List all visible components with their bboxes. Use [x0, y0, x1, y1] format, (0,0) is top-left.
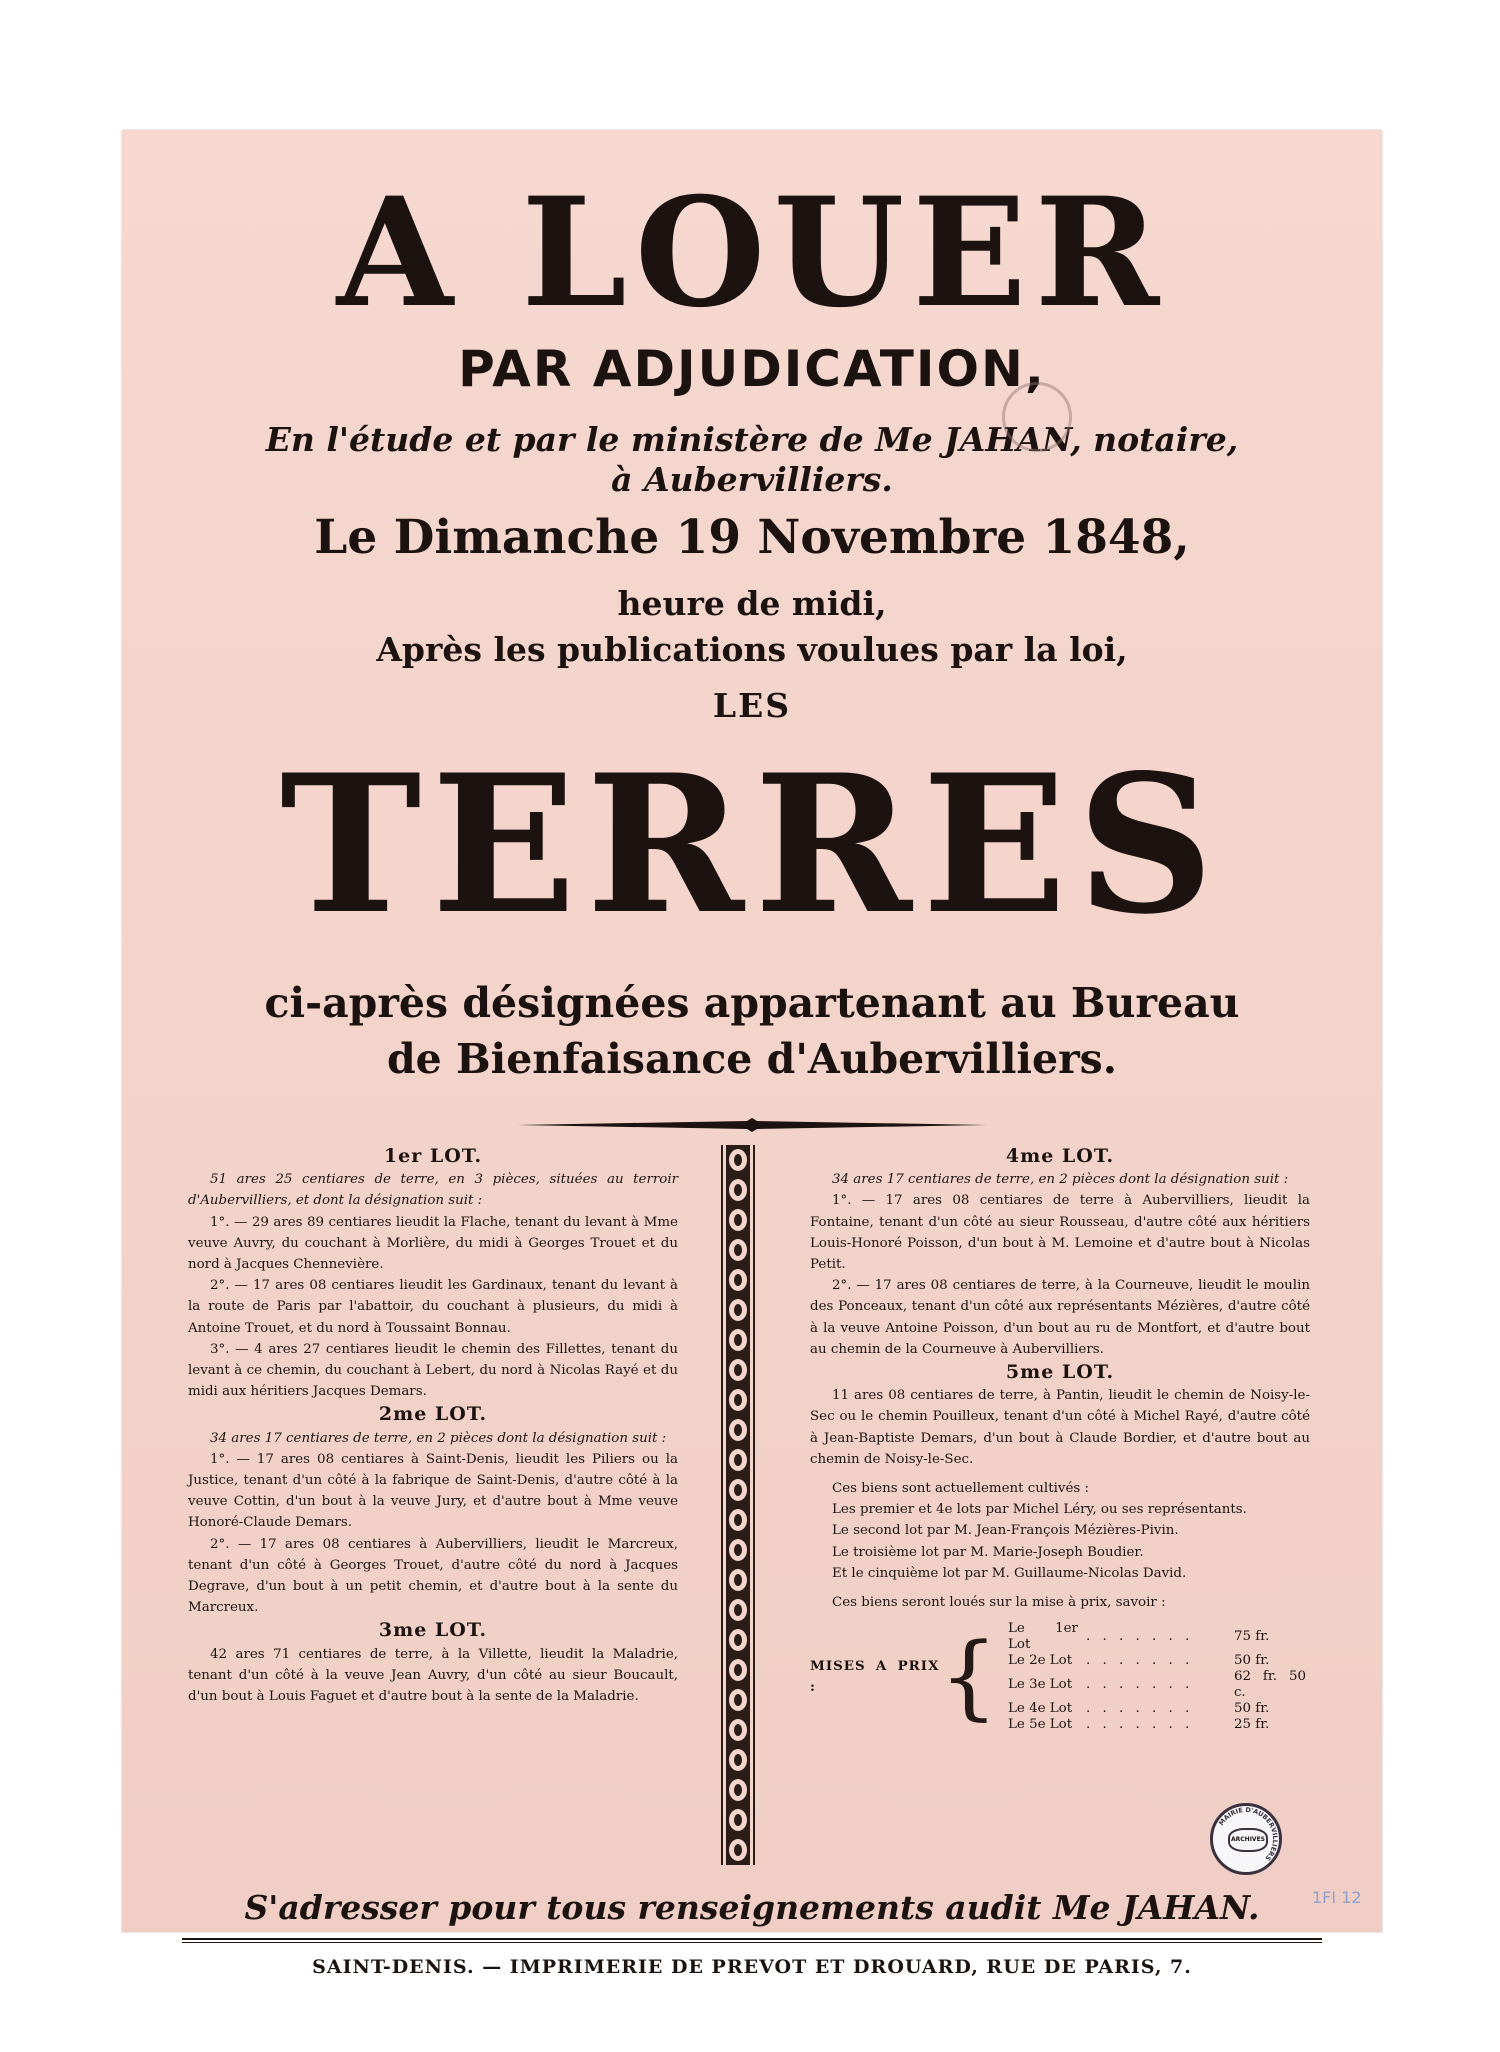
etude-line-1: En l'étude et par le ministère de Me JAHAN, notaire,: [265, 420, 1239, 459]
publication-note: Après les publications voulues par la loi,: [376, 630, 1128, 669]
leader-dots: . . . . . . .: [1085, 1717, 1194, 1733]
cultives-intro: Ces biens sont actuellement cultivés :: [832, 1481, 1090, 1497]
terres-heading: TERRES: [279, 733, 1225, 956]
archives-stamp: [1210, 1803, 1282, 1875]
price-row: [1004, 1717, 1310, 1733]
price-table: [1004, 1621, 1310, 1733]
lot1-heading: 1er LOT.: [383, 1145, 483, 1167]
leader-dots: . . . . . . .: [1085, 1677, 1194, 1693]
lot2-piece1: 1°. — 17 ares 08 centiares à Saint-Denis, lieudit les Piliers ou la Justice, tenant d'un côté à la fabrique de Saint-Denis, d'autre côté à la veuve Cottin, d'un bout à la veuve Jury, et d'autre bout à Mme veuve Honoré-Claude Demars.: [188, 1451, 678, 1531]
svg-text:MAIRIE D'AUBERVILLIERS: MAIRIE D'AUBERVILLIERS: [1217, 1805, 1280, 1863]
owner-line-2: de Bienfaisance d'Aubervilliers.: [386, 1035, 1118, 1083]
etude-line-2: à Aubervilliers.: [611, 460, 893, 499]
lot3-text: 42 ares 71 centiares de terre, à la Villette, lieudit la Maladrie, tenant d'un côté à la veuve Jean Auvry, d'un côté au sieur Boucault, d'un bout à Louis Faguet et d'autre bout à la sente de la Maladrie.: [188, 1646, 678, 1705]
price-lot: Le 4e Lot: [1008, 1701, 1073, 1717]
price-row: [1004, 1669, 1310, 1701]
price-row: [1004, 1653, 1310, 1669]
printer-line: SAINT-DENIS. — IMPRIMERIE DE PREVOT ET DROUARD, RUE DE PARIS, 7.: [312, 1956, 1192, 1978]
cultives-line-4: Et le cinquième lot par M. Guillaume-Nicolas David.: [832, 1565, 1187, 1581]
cultives-line-2: Le second lot par M. Jean-François Mézières-Pivin.: [832, 1523, 1179, 1539]
lot4-piece1: 1°. — 17 ares 08 centiares de terre à Aubervilliers, lieudit la Fontaine, tenant d'un côté au sieur Rousseau, d'autre côté aux héritiers Louis-Honoré Poisson, d'un bout à M. Lemoine et d'autre bout à Nicolas Petit.: [810, 1193, 1310, 1273]
ornamental-column-divider: [721, 1145, 755, 1865]
brace-glyph: {: [939, 1623, 999, 1731]
poster-sheet: [122, 130, 1382, 1978]
cultives-line-1: Les premier et 4e lots par Michel Léry, ou ses représentants.: [832, 1502, 1247, 1518]
les-label: LES: [712, 686, 792, 725]
mises-label: MISES A PRIX :: [810, 1658, 940, 1696]
lot2-piece2: 2°. — 17 ares 08 centiares à Aubervilliers, lieudit le Marcreux, tenant d'un côté à Georges Trouet, d'autre côté du nord à Jacques Degrave, d'un bout à un petit chemin, et d'autre bout à la sente du Marcreux.: [188, 1536, 678, 1616]
lot4-intro: 34 ares 17 centiares de terre, en 2 pièces dont la désignation suit :: [832, 1172, 1289, 1188]
lot3-heading: 3me LOT.: [378, 1619, 488, 1642]
price-lot: Le 3e Lot: [1008, 1677, 1073, 1693]
right-column: [810, 1144, 1310, 1733]
faded-ink-stamp: [1002, 382, 1072, 452]
shelfmark: 1FI 12: [1312, 1888, 1362, 1907]
price-row: [1004, 1621, 1310, 1653]
price-value: 62 fr. 50 c.: [1233, 1669, 1306, 1701]
price-value: 50 fr.: [1233, 1653, 1270, 1669]
leader-dots: . . . . . . .: [1085, 1653, 1194, 1669]
etude-line: [122, 420, 1382, 500]
price-value: 75 fr.: [1233, 1629, 1270, 1645]
price-row: [1004, 1701, 1310, 1717]
price-lot: Le 1er Lot: [1008, 1621, 1078, 1653]
poster-title: A LOUER: [336, 165, 1168, 341]
lot2-heading: 2me LOT.: [378, 1403, 488, 1426]
lot1-piece2: 2°. — 17 ares 08 centiares lieudit les Gardinaux, tenant du levant à la route de Paris par l'abattoir, du couchant à plusieurs, du midi à Antoine Trouet, et du nord à Toussaint Bonnau.: [188, 1278, 678, 1336]
footer-rule-thin: [182, 1942, 1322, 1943]
mises-intro: Ces biens seront loués sur la mise à prix, savoir :: [832, 1595, 1166, 1611]
lot5-heading: 5me LOT.: [1005, 1361, 1115, 1384]
owner-line: [122, 975, 1382, 1087]
price-lot: Le 2e Lot: [1008, 1653, 1073, 1669]
footer-rule-top: [182, 1938, 1322, 1940]
ornamental-rule: [517, 1118, 987, 1132]
price-value: 50 fr.: [1233, 1701, 1270, 1717]
auction-date: Le Dimanche 19 Novembre 1848,: [314, 510, 1190, 565]
lot1-piece3: 3°. — 4 ares 27 centiares lieudit le chemin des Fillettes, tenant du levant à ce chemin, du couchant à Lebert, du nord à Nicolas Rayé et du midi aux héritiers Jacques Demars.: [188, 1341, 678, 1400]
leader-dots: . . . . . . .: [1085, 1629, 1194, 1645]
auction-hour: heure de midi,: [617, 584, 887, 623]
contact-line: S'adresser pour tous renseignements audit Me JAHAN.: [244, 1888, 1260, 1927]
lot2-intro: 34 ares 17 centiares de terre, en 2 pièces dont la désignation suit :: [210, 1430, 667, 1446]
lot4-heading: 4me LOT.: [1005, 1145, 1115, 1167]
owner-line-1: ci-après désignées appartenant au Bureau: [264, 979, 1240, 1027]
cultives-line-3: Le troisième lot par M. Marie-Joseph Boudier.: [832, 1544, 1144, 1560]
stamp-center: ARCHIVES: [1228, 1828, 1268, 1852]
left-column: [188, 1144, 678, 1707]
leader-dots: . . . . . . .: [1085, 1701, 1194, 1717]
lot1-intro: 51 ares 25 centiares de terre, en 3 pièces, situées au terroir d'Aubervilliers, et dont la désignation suit :: [188, 1172, 678, 1209]
mises-a-prix-block: [810, 1621, 1310, 1733]
price-lot: Le 5e Lot: [1008, 1717, 1073, 1733]
poster-subtitle: PAR ADJUDICATION,: [458, 340, 1046, 398]
lot1-piece1: 1°. — 29 ares 89 centiares lieudit la Flache, tenant du levant à Mme veuve Auvry, du couchant à Morlière, du midi à Georges Trouet et du nord à Jacques Chennevière.: [188, 1214, 678, 1273]
price-value: 25 fr.: [1233, 1717, 1270, 1733]
lot4-piece2: 2°. — 17 ares 08 centiares de terre, à la Courneuve, lieudit le moulin des Ponceaux, tenant d'un côté aux représentants Mézières, d'autre côté à la veuve Antoine Poisson, d'un bout au ru de Montfort, et d'autre bout au chemin de la Courneuve à Aubervilliers.: [810, 1278, 1310, 1357]
lot5-text: 11 ares 08 centiares de terre, à Pantin, lieudit le chemin de Noisy-le-Sec ou le chemin Pouilleux, tenant d'un côté à Michel Rayé, d'autre côté à Jean-Baptiste Demars, d'un bout à Claude Bordier, et d'autre bout au chemin de Noisy-le-Sec.: [810, 1388, 1310, 1467]
